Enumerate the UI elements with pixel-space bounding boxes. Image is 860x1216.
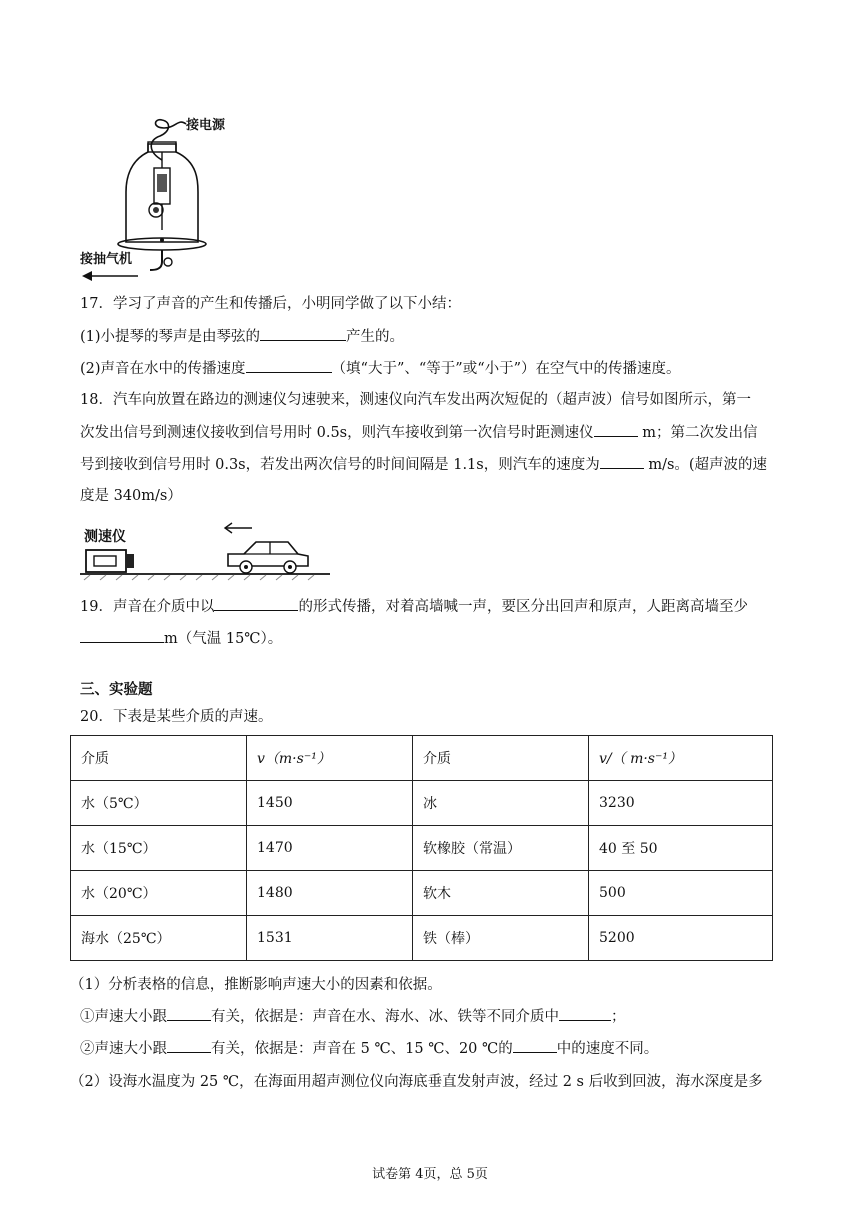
q19-line1: 19．声音在介质中以 的形式传播，对着高墙喊一声，要区分出回声和原声，人距离高墙至少	[80, 596, 748, 617]
table-header-row	[71, 736, 773, 781]
page-footer: 试卷第 4页，总 5页	[372, 1167, 488, 1182]
answer-blank[interactable]	[600, 454, 644, 469]
table-cell: 水（20℃）	[71, 871, 247, 916]
q17-part1: (1)小提琴的琴声是由琴弦的 产生的。	[80, 326, 404, 347]
table-cell: 1450	[247, 781, 413, 826]
q18-line1: 18．汽车向放置在路边的测速仪匀速驶来，测速仪向汽车发出两次短促的（超声波）信号如图所示，第一	[80, 392, 751, 408]
q20-clue2: ②声速大小跟 有关，依据是：声音在 5 ℃、15 ℃、20 ℃的 中的速度不同。	[80, 1038, 658, 1059]
table-header-cell: 介质	[413, 736, 589, 781]
table-header-cell: v/（ m·s⁻¹）	[589, 736, 773, 781]
answer-blank[interactable]	[559, 1006, 611, 1021]
power-label: 接电源	[186, 118, 226, 133]
answer-blank[interactable]	[246, 358, 332, 373]
table-header-cell: v（m·s⁻¹）	[247, 736, 413, 781]
answer-blank[interactable]	[167, 1038, 211, 1053]
table-cell: 水（5℃）	[71, 781, 247, 826]
q18-line4: 度是 340m/s）	[80, 488, 182, 504]
q20-sub2: （2）设海水温度为 25 ℃，在海面用超声测位仪向海底垂直发射声波，经过 2 s 后收到回波，海水深度是多	[70, 1074, 763, 1090]
table-row	[71, 871, 773, 916]
q20-sub1: （1）分析表格的信息，推断影响声速大小的因素和依据。	[70, 977, 442, 993]
q19-line2: m（气温 15℃）。	[80, 628, 282, 649]
table-cell: 软橡胶（常温）	[413, 826, 589, 871]
table-cell: 海水（25℃）	[71, 916, 247, 961]
answer-blank[interactable]	[260, 326, 346, 341]
table-cell: 5200	[589, 916, 773, 961]
q18-line2: 次发出信号到测速仪接收到信号用时 0.5s，则汽车接收到第一次信号时距测速仪 m；第二次发出信	[80, 422, 757, 443]
q20-clue1: ①声速大小跟 有关，依据是：声音在水、海水、冰、铁等不同介质中 ；	[80, 1006, 626, 1027]
table-row	[71, 916, 773, 961]
table-cell: 1531	[247, 916, 413, 961]
answer-blank[interactable]	[214, 596, 298, 611]
q17-part2: (2)声音在水中的传播速度 （填“大于”、“等于”或“小于”）在空气中的传播速度。	[80, 358, 681, 379]
table-header-cell: 介质	[71, 736, 247, 781]
q17-stem: 17．学习了声音的产生和传播后，小明同学做了以下小结：	[80, 296, 461, 312]
speed-meter-figure	[80, 520, 336, 582]
table-cell: 软木	[413, 871, 589, 916]
table-cell: 铁（棒）	[413, 916, 589, 961]
table-cell: 500	[589, 871, 773, 916]
table-cell: 1470	[247, 826, 413, 871]
table-cell: 40 至 50	[589, 826, 773, 871]
section-title: 三、实验题	[80, 682, 153, 698]
table-cell: 1480	[247, 871, 413, 916]
answer-blank[interactable]	[167, 1006, 211, 1021]
speed-meter-label: 测速仪	[84, 529, 126, 545]
answer-blank[interactable]	[513, 1038, 557, 1053]
table-cell: 水（15℃）	[71, 826, 247, 871]
sound-speed-table	[70, 735, 773, 961]
table-row	[71, 781, 773, 826]
table-row	[71, 826, 773, 871]
q20-stem: 20．下表是某些介质的声速。	[80, 709, 273, 725]
pump-label: 接抽气机	[80, 252, 133, 267]
answer-blank[interactable]	[80, 628, 164, 643]
q18-line3: 号到接收到信号用时 0.3s，若发出两次信号的时间间隔是 1.1s，则汽车的速度为 m/s。(超声波的速	[80, 454, 767, 475]
bell-jar-figure	[78, 112, 248, 282]
table-cell: 3230	[589, 781, 773, 826]
table-cell: 冰	[413, 781, 589, 826]
answer-blank[interactable]	[594, 422, 638, 437]
